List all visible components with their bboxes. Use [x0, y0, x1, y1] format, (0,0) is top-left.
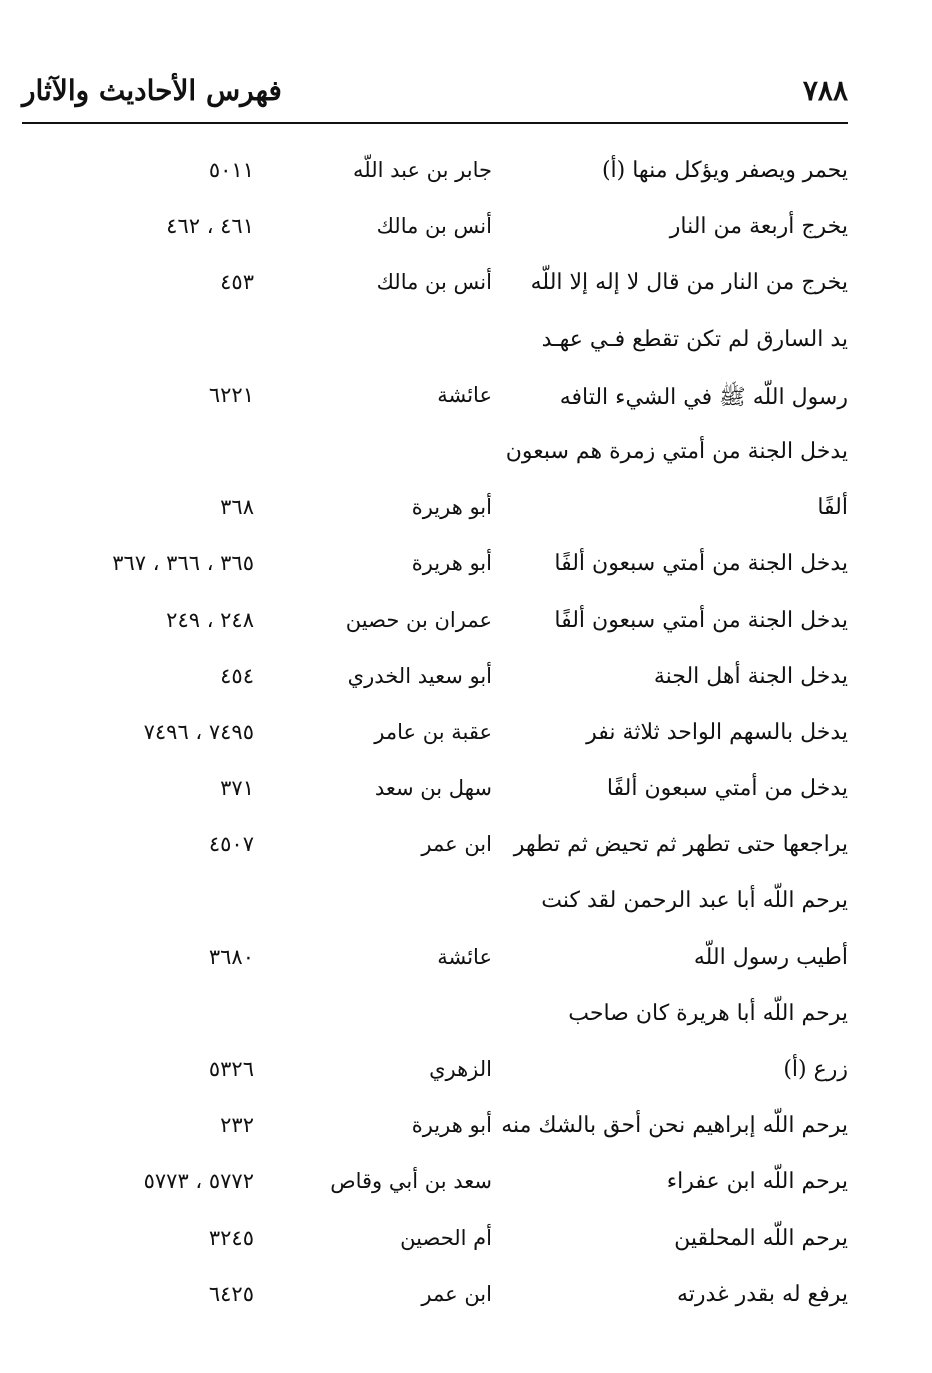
hadith-text: يدخل من أمتي سبعون ألفًا	[606, 776, 848, 802]
narrator: جابر بن عبد اللّه	[352, 158, 492, 182]
narrator: عقبة بن عامر	[374, 719, 492, 744]
hadith-text: يرحم اللّه أبا عبد الرحمن لقد كنت	[541, 888, 848, 914]
index-entry	[22, 427, 848, 483]
narrator: الزهري	[429, 1057, 492, 1081]
hadith-numbers: ٥٧٧٢ ، ٥٧٧٣	[143, 1169, 254, 1194]
hadith-text: يدخل الجنة من أمتي زمرة هم سبعون	[505, 438, 848, 464]
header-rule	[22, 122, 848, 124]
hadith-text: يرحم اللّه المحلقين	[674, 1225, 848, 1251]
narrator: أنس بن مالك	[376, 270, 492, 295]
hadith-text: ألفًا	[817, 495, 848, 521]
index-entry	[22, 539, 848, 595]
hadith-text: يدخل الجنة أهل الجنة	[653, 663, 848, 689]
index-entry	[22, 764, 848, 820]
narrator: أنس بن مالك	[376, 214, 492, 239]
hadith-text: يحمر ويصفر ويؤكل منها (أ)	[601, 158, 848, 183]
hadith-text: يرحم اللّه ابن عفراء	[666, 1169, 848, 1195]
hadith-numbers: ٤٥٠٧	[208, 832, 254, 857]
hadith-text: يخرج من النار من قال لا إله إلا اللّه	[530, 270, 848, 296]
index-entry	[22, 989, 848, 1045]
narrator: سهل بن سعد	[374, 776, 492, 801]
hadith-numbers: ٤٥٣	[220, 270, 254, 295]
hadith-numbers: ٦٤٢٥	[208, 1281, 254, 1306]
hadith-numbers: ٢٤٨ ، ٢٤٩	[166, 607, 254, 632]
index-entry	[22, 876, 848, 932]
hadith-text: يرفع له بقدر غدرته	[677, 1281, 848, 1307]
narrator: عائشة	[437, 382, 492, 407]
page-header	[22, 70, 848, 114]
index-entries	[22, 146, 848, 1326]
hadith-text: رسول اللّه ﷺ في الشيء التافه	[559, 384, 848, 410]
index-entry	[22, 483, 848, 539]
narrator: سعد بن أبي وقاص	[330, 1169, 492, 1194]
hadith-numbers: ٢٣٢	[220, 1113, 254, 1138]
hadith-text: يد السارق لم تكن تقطع فـي عهـد	[541, 326, 848, 352]
hadith-numbers: ٥٠١١	[208, 158, 254, 182]
hadith-text: أطيب رسول اللّه	[693, 944, 848, 970]
narrator: ابن عمر	[421, 1281, 492, 1306]
index-entry	[22, 315, 848, 371]
hadith-numbers: ٤٥٤	[220, 663, 254, 688]
index-entry	[22, 371, 848, 427]
running-title: فهرس الأحاديث والآثار	[22, 74, 282, 107]
hadith-text: يراجعها حتى تطهر ثم تحيض ثم تطهر	[513, 832, 848, 858]
hadith-text: زرع (أ)	[783, 1057, 848, 1082]
page-number: ٧٨٨	[802, 74, 848, 107]
hadith-numbers: ٥٣٢٦	[208, 1057, 254, 1081]
hadith-text: يخرج أربعة من النار	[669, 214, 848, 240]
narrator: ابن عمر	[421, 832, 492, 857]
hadith-text: يدخل الجنة من أمتي سبعون ألفًا	[554, 607, 848, 633]
index-entry	[22, 1101, 848, 1157]
hadith-numbers: ٧٤٩٥ ، ٧٤٩٦	[143, 719, 254, 744]
narrator: عائشة	[437, 944, 492, 969]
index-entry	[22, 146, 848, 202]
hadith-text: يدخل بالسهم الواحد ثلاثة نفر	[586, 719, 848, 745]
hadith-text: يدخل الجنة من أمتي سبعون ألفًا	[554, 551, 848, 577]
hadith-numbers: ٣٦٨٠	[208, 944, 254, 969]
index-entry	[22, 258, 848, 314]
narrator: أبو سعيد الخدري	[347, 663, 492, 688]
index-entry	[22, 708, 848, 764]
index-entry	[22, 1214, 848, 1270]
hadith-numbers: ٣٦٨	[220, 495, 254, 520]
index-entry	[22, 1045, 848, 1101]
index-entry	[22, 1270, 848, 1326]
hadith-numbers: ٤٦١ ، ٤٦٢	[166, 214, 254, 239]
index-entry	[22, 202, 848, 258]
index-entry	[22, 652, 848, 708]
hadith-numbers: ٦٢٢١	[208, 382, 254, 407]
index-entry	[22, 820, 848, 876]
hadith-numbers: ٣٢٤٥	[208, 1225, 254, 1250]
narrator: أبو هريرة	[411, 495, 492, 520]
narrator: أبو هريرة	[411, 1113, 492, 1138]
hadith-numbers: ٣٦٥ ، ٣٦٦ ، ٣٦٧	[112, 551, 254, 576]
hadith-text: يرحم اللّه إبراهيم نحن أحق بالشك منه	[501, 1113, 848, 1139]
hadith-text: يرحم اللّه أبا هريرة كان صاحب	[568, 1000, 848, 1026]
index-entry	[22, 1157, 848, 1213]
narrator: أم الحصين	[400, 1225, 492, 1250]
narrator: عمران بن حصين	[345, 607, 492, 632]
index-entry	[22, 596, 848, 652]
hadith-numbers: ٣٧١	[220, 776, 254, 801]
index-entry	[22, 933, 848, 989]
narrator: أبو هريرة	[411, 551, 492, 576]
